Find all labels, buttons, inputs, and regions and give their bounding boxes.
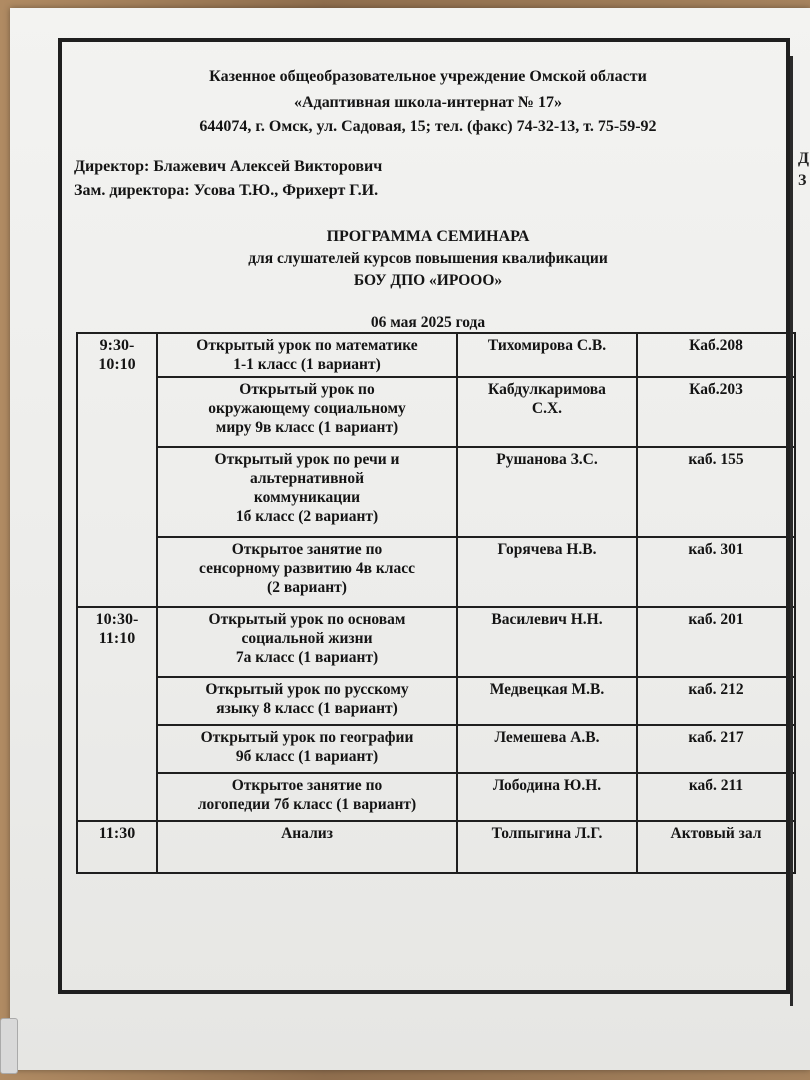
deputy-director-line: Зам. директора: Усова Т.Ю., Фрихерт Г.И. xyxy=(74,182,379,199)
org-name-line1: Казенное общеобразовательное учреждение Омской области xyxy=(209,68,647,85)
org-name-line2: «Адаптивная школа-интернат № 17» xyxy=(294,94,562,111)
time-slot: 10:30- 11:10 xyxy=(77,607,157,821)
teacher-cell: Лемешева А.В. xyxy=(457,725,637,773)
event-cell: Анализ xyxy=(157,821,457,873)
room-cell: каб. 211 xyxy=(637,773,795,821)
teacher-cell: Кабдулкаримова С.Х. xyxy=(457,377,637,447)
event-cell: Открытый урок по математике 1-1 класс (1 вариант) xyxy=(157,333,457,377)
paper-sheet xyxy=(10,8,810,1070)
next-sheet-edge xyxy=(790,56,810,1006)
teacher-cell: Медвецкая М.В. xyxy=(457,677,637,725)
event-cell: Открытый урок по географии 9б класс (1 вариант) xyxy=(157,725,457,773)
program-org: БОУ ДПО «ИРООО» xyxy=(353,272,503,289)
table-row xyxy=(77,821,795,873)
teacher-cell: Василевич Н.Н. xyxy=(457,607,637,677)
table-row xyxy=(77,377,795,447)
table-row xyxy=(77,725,795,773)
room-cell: Актовый зал xyxy=(637,821,795,873)
room-cell: каб. 212 xyxy=(637,677,795,725)
event-cell: Открытый урок по основам социальной жизни 7а класс (1 вариант) xyxy=(157,607,457,677)
schedule-body xyxy=(77,333,795,873)
table-row xyxy=(77,333,795,377)
event-cell: Открытое занятие по логопедии 7б класс (1 вариант) xyxy=(157,773,457,821)
document-frame xyxy=(58,38,790,994)
event-cell: Открытый урок по окружающему социальному миру 9в класс (1 вариант) xyxy=(157,377,457,447)
program-subtitle: для слушателей курсов повышения квалификации xyxy=(248,250,608,267)
program-title: ПРОГРАММА СЕМИНАРА xyxy=(326,228,530,245)
table-row xyxy=(77,677,795,725)
program-date: 06 мая 2025 года xyxy=(370,314,486,331)
room-cell: каб. 301 xyxy=(637,537,795,607)
teacher-cell: Горячева Н.В. xyxy=(457,537,637,607)
teacher-cell: Рушанова З.С. xyxy=(457,447,637,537)
time-slot: 9:30- 10:10 xyxy=(77,333,157,607)
teacher-cell: Толпыгина Л.Г. xyxy=(457,821,637,873)
table-row xyxy=(77,607,795,677)
schedule-table xyxy=(76,332,796,874)
org-address: 644074, г. Омск, ул. Садовая, 15; тел. (факс) 74-32-13, т. 75-59-92 xyxy=(199,118,657,135)
room-cell: каб. 201 xyxy=(637,607,795,677)
next-sheet-letter: Д xyxy=(798,150,810,167)
table-row xyxy=(77,773,795,821)
time-slot: 11:30 xyxy=(77,821,157,873)
teacher-cell: Тихомирова С.В. xyxy=(457,333,637,377)
teacher-cell: Лободина Ю.Н. xyxy=(457,773,637,821)
next-sheet-letter: З xyxy=(798,172,807,189)
event-cell: Открытый урок по русскому языку 8 класс (1 вариант) xyxy=(157,677,457,725)
event-cell: Открытый урок по речи и альтернативной коммуникации 1б класс (2 вариант) xyxy=(157,447,457,537)
room-cell: каб. 155 xyxy=(637,447,795,537)
room-cell: Каб.203 xyxy=(637,377,795,447)
event-cell: Открытое занятие по сенсорному развитию 4в класс (2 вариант) xyxy=(157,537,457,607)
room-cell: каб. 217 xyxy=(637,725,795,773)
corner-object xyxy=(0,1018,18,1074)
table-row xyxy=(77,447,795,537)
director-line: Директор: Блажевич Алексей Викторович xyxy=(74,158,383,175)
table-row xyxy=(77,537,795,607)
room-cell: Каб.208 xyxy=(637,333,795,377)
